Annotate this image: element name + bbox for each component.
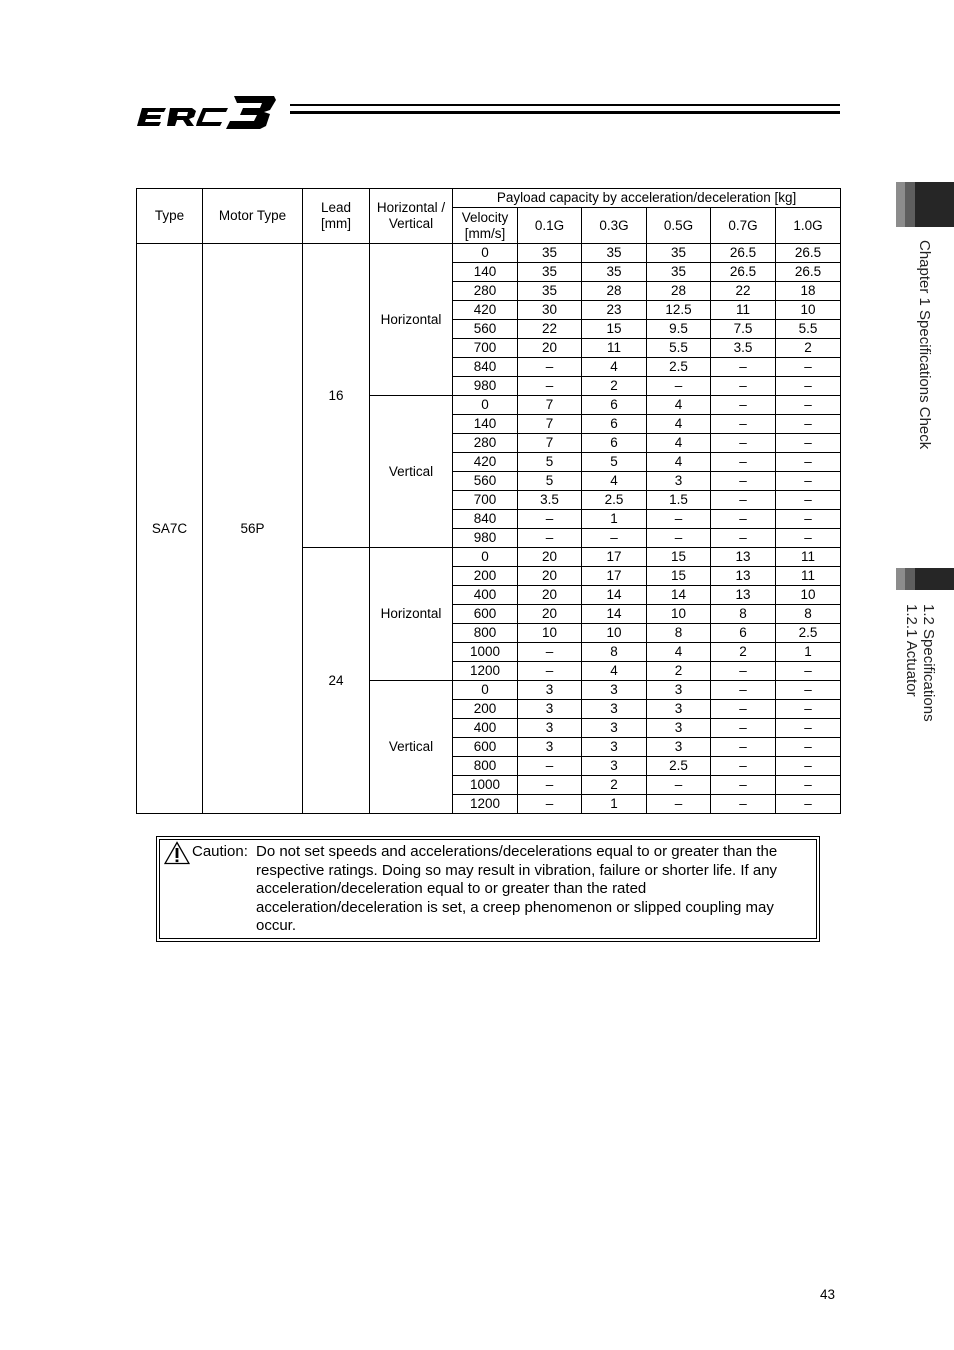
payload-cell: – <box>711 719 776 738</box>
payload-cell: 3 <box>582 700 647 719</box>
warning-triangle-icon <box>164 841 190 865</box>
payload-cell: 14 <box>647 586 711 605</box>
velocity-cell: 400 <box>453 719 518 738</box>
payload-cell: 8 <box>711 605 776 624</box>
velocity-cell: 700 <box>453 491 518 510</box>
payload-cell: 4 <box>582 358 647 377</box>
payload-cell: 5 <box>518 472 582 491</box>
payload-cell: 13 <box>711 567 776 586</box>
payload-cell: 35 <box>582 263 647 282</box>
payload-cell: – <box>518 510 582 529</box>
payload-cell: 6 <box>582 396 647 415</box>
payload-cell: – <box>776 491 841 510</box>
payload-cell: – <box>711 358 776 377</box>
header-rule-thick <box>290 111 840 114</box>
header-velocity: Velocity [mm/s] <box>453 208 518 244</box>
velocity-cell: 700 <box>453 339 518 358</box>
header-accel: 1.0G <box>776 208 841 244</box>
payload-cell: 3 <box>647 700 711 719</box>
payload-cell: – <box>518 757 582 776</box>
velocity-cell: 0 <box>453 681 518 700</box>
payload-cell: 22 <box>711 282 776 301</box>
payload-cell: – <box>776 529 841 548</box>
payload-cell: 30 <box>518 301 582 320</box>
payload-cell: – <box>711 510 776 529</box>
payload-cell: 26.5 <box>711 244 776 263</box>
lead-cell: 16 <box>303 244 370 548</box>
payload-cell: 3 <box>647 472 711 491</box>
payload-cell: 26.5 <box>711 263 776 282</box>
payload-cell: 20 <box>518 339 582 358</box>
payload-cell: 3 <box>582 719 647 738</box>
velocity-cell: 980 <box>453 529 518 548</box>
payload-cell: 28 <box>647 282 711 301</box>
payload-cell: 35 <box>518 282 582 301</box>
chapter-tab <box>896 182 954 227</box>
payload-cell: 26.5 <box>776 263 841 282</box>
payload-cell: 15 <box>647 548 711 567</box>
payload-cell: 22 <box>518 320 582 339</box>
payload-cell: 20 <box>518 567 582 586</box>
payload-cell: 2 <box>582 776 647 795</box>
payload-cell: – <box>711 415 776 434</box>
payload-cell: 4 <box>647 643 711 662</box>
payload-cell: 3 <box>647 738 711 757</box>
payload-cell: 18 <box>776 282 841 301</box>
payload-cell: 35 <box>647 244 711 263</box>
velocity-cell: 1200 <box>453 662 518 681</box>
velocity-cell: 280 <box>453 282 518 301</box>
payload-cell: – <box>776 472 841 491</box>
payload-cell: 2.5 <box>647 358 711 377</box>
payload-cell: – <box>776 377 841 396</box>
payload-cell: 6 <box>711 624 776 643</box>
payload-spec-table <box>136 188 841 814</box>
velocity-cell: 600 <box>453 605 518 624</box>
header-lead: Lead [mm] <box>303 189 370 244</box>
caution-label: Caution: <box>192 843 248 860</box>
payload-cell: 12.5 <box>647 301 711 320</box>
payload-cell: 15 <box>647 567 711 586</box>
caution-box <box>156 836 820 942</box>
payload-cell: 8 <box>647 624 711 643</box>
header-rule-thin <box>290 104 840 106</box>
payload-cell: 5.5 <box>776 320 841 339</box>
payload-cell: – <box>776 757 841 776</box>
velocity-cell: 0 <box>453 396 518 415</box>
payload-cell: – <box>776 415 841 434</box>
payload-cell: – <box>647 377 711 396</box>
payload-cell: 35 <box>518 263 582 282</box>
payload-cell: 7 <box>518 396 582 415</box>
payload-cell: – <box>518 529 582 548</box>
payload-cell: 20 <box>518 586 582 605</box>
payload-cell: 1 <box>582 510 647 529</box>
payload-cell: 2 <box>776 339 841 358</box>
payload-cell: – <box>647 795 711 814</box>
payload-cell: 11 <box>711 301 776 320</box>
header-orientation: Horizontal / Vertical <box>370 189 453 244</box>
payload-cell: 2.5 <box>582 491 647 510</box>
payload-cell: 20 <box>518 548 582 567</box>
payload-cell: 8 <box>582 643 647 662</box>
payload-cell: 7 <box>518 434 582 453</box>
section-title-vertical <box>903 604 937 722</box>
payload-cell: 1 <box>582 795 647 814</box>
payload-cell: 6 <box>582 434 647 453</box>
payload-cell: 10 <box>776 586 841 605</box>
payload-cell: – <box>711 491 776 510</box>
velocity-cell: 800 <box>453 757 518 776</box>
payload-cell: – <box>776 681 841 700</box>
payload-cell: 26.5 <box>776 244 841 263</box>
velocity-cell: 1000 <box>453 776 518 795</box>
payload-cell: 10 <box>518 624 582 643</box>
payload-cell: – <box>776 719 841 738</box>
payload-cell: – <box>776 358 841 377</box>
payload-cell: – <box>776 453 841 472</box>
payload-cell: – <box>711 757 776 776</box>
payload-cell: 35 <box>647 263 711 282</box>
caution-text: Do not set speeds and accelerations/decelerations equal to or greater than the respective ratings. Doing so may result in vibration, failure or shorter life. If any acceleration/deceleration equal to or greater than the rated acceleration/deceleration is set, a creep phenomenon or slipped coupling may occur. <box>256 843 778 934</box>
payload-cell: 5 <box>518 453 582 472</box>
velocity-cell: 0 <box>453 548 518 567</box>
payload-cell: – <box>711 396 776 415</box>
payload-cell: 10 <box>647 605 711 624</box>
payload-cell: – <box>776 434 841 453</box>
payload-cell: – <box>711 377 776 396</box>
payload-cell: – <box>647 510 711 529</box>
payload-cell: – <box>518 377 582 396</box>
velocity-cell: 1000 <box>453 643 518 662</box>
payload-cell: 13 <box>711 586 776 605</box>
payload-cell: – <box>776 700 841 719</box>
velocity-cell: 560 <box>453 320 518 339</box>
payload-cell: 35 <box>518 244 582 263</box>
motor-type-cell: 56P <box>203 244 303 814</box>
payload-cell: – <box>776 662 841 681</box>
velocity-cell: 840 <box>453 358 518 377</box>
header-type: Type <box>137 189 203 244</box>
section-title-line1: 1.2 Specifications <box>920 604 937 722</box>
payload-cell: – <box>647 776 711 795</box>
payload-cell: – <box>711 700 776 719</box>
payload-cell: 13 <box>711 548 776 567</box>
payload-cell: 2.5 <box>647 757 711 776</box>
payload-cell: – <box>776 396 841 415</box>
type-cell: SA7C <box>137 244 203 814</box>
payload-cell: – <box>518 795 582 814</box>
payload-cell: 7.5 <box>711 320 776 339</box>
payload-cell: – <box>711 472 776 491</box>
payload-cell: 11 <box>582 339 647 358</box>
header-accel: 0.5G <box>647 208 711 244</box>
payload-cell: – <box>711 776 776 795</box>
velocity-cell: 840 <box>453 510 518 529</box>
payload-cell: – <box>711 681 776 700</box>
velocity-cell: 1200 <box>453 795 518 814</box>
payload-cell: 9.5 <box>647 320 711 339</box>
header-accel: 0.7G <box>711 208 776 244</box>
payload-cell: 4 <box>647 396 711 415</box>
payload-cell: – <box>711 662 776 681</box>
payload-cell: 14 <box>582 605 647 624</box>
payload-cell: – <box>518 358 582 377</box>
payload-cell: 35 <box>582 244 647 263</box>
payload-cell: 1 <box>776 643 841 662</box>
payload-cell: 14 <box>582 586 647 605</box>
payload-cell: – <box>776 795 841 814</box>
velocity-cell: 800 <box>453 624 518 643</box>
payload-cell: – <box>711 453 776 472</box>
payload-cell: 23 <box>582 301 647 320</box>
payload-cell: 17 <box>582 567 647 586</box>
chapter-title-vertical: Chapter 1 Specifications Check <box>916 240 933 450</box>
orientation-cell: Horizontal <box>370 548 453 681</box>
payload-cell: 4 <box>582 662 647 681</box>
payload-cell: – <box>776 738 841 757</box>
payload-cell: 3 <box>518 719 582 738</box>
velocity-cell: 280 <box>453 434 518 453</box>
payload-cell: – <box>518 662 582 681</box>
payload-cell: 3 <box>647 719 711 738</box>
orientation-cell: Vertical <box>370 681 453 814</box>
payload-cell: 2 <box>711 643 776 662</box>
orientation-cell: Horizontal <box>370 244 453 396</box>
table-row <box>137 244 841 263</box>
payload-cell: 3 <box>518 700 582 719</box>
payload-cell: 8 <box>776 605 841 624</box>
payload-cell: 11 <box>776 567 841 586</box>
velocity-cell: 400 <box>453 586 518 605</box>
lead-cell: 24 <box>303 548 370 814</box>
payload-cell: 3 <box>518 681 582 700</box>
velocity-cell: 560 <box>453 472 518 491</box>
payload-cell: 10 <box>776 301 841 320</box>
payload-cell: – <box>776 776 841 795</box>
velocity-cell: 140 <box>453 263 518 282</box>
payload-cell: 3.5 <box>711 339 776 358</box>
payload-cell: 3 <box>518 738 582 757</box>
payload-cell: 1.5 <box>647 491 711 510</box>
velocity-cell: 200 <box>453 567 518 586</box>
payload-cell: 17 <box>582 548 647 567</box>
section-tab <box>896 568 954 590</box>
payload-cell: 15 <box>582 320 647 339</box>
payload-cell: 4 <box>647 453 711 472</box>
velocity-cell: 420 <box>453 301 518 320</box>
velocity-cell: 980 <box>453 377 518 396</box>
payload-cell: – <box>582 529 647 548</box>
payload-cell: 5.5 <box>647 339 711 358</box>
payload-cell: – <box>647 529 711 548</box>
orientation-cell: Vertical <box>370 396 453 548</box>
velocity-cell: 140 <box>453 415 518 434</box>
payload-cell: 3 <box>647 681 711 700</box>
velocity-cell: 0 <box>453 244 518 263</box>
payload-cell: 3 <box>582 757 647 776</box>
payload-cell: 6 <box>582 415 647 434</box>
payload-cell: 2 <box>582 377 647 396</box>
payload-cell: 4 <box>647 434 711 453</box>
velocity-cell: 600 <box>453 738 518 757</box>
payload-cell: – <box>711 795 776 814</box>
erc3-logo <box>136 94 278 130</box>
payload-cell: – <box>711 738 776 757</box>
payload-cell: – <box>711 434 776 453</box>
velocity-cell: 200 <box>453 700 518 719</box>
payload-cell: – <box>518 643 582 662</box>
payload-cell: – <box>776 510 841 529</box>
header-accel: 0.1G <box>518 208 582 244</box>
payload-cell: 7 <box>518 415 582 434</box>
payload-cell: 2.5 <box>776 624 841 643</box>
payload-cell: 3 <box>582 681 647 700</box>
header-motor-type: Motor Type <box>203 189 303 244</box>
payload-cell: – <box>711 529 776 548</box>
payload-cell: 20 <box>518 605 582 624</box>
payload-cell: 28 <box>582 282 647 301</box>
header-accel: 0.3G <box>582 208 647 244</box>
payload-cell: 11 <box>776 548 841 567</box>
payload-cell: 4 <box>582 472 647 491</box>
payload-cell: 4 <box>647 415 711 434</box>
payload-cell: 2 <box>647 662 711 681</box>
payload-cell: 5 <box>582 453 647 472</box>
velocity-cell: 420 <box>453 453 518 472</box>
payload-cell: 10 <box>582 624 647 643</box>
section-title-line2: 1.2.1 Actuator <box>903 604 920 697</box>
payload-cell: – <box>518 776 582 795</box>
payload-cell: 3.5 <box>518 491 582 510</box>
page-number: 43 <box>820 1287 836 1302</box>
payload-cell: 3 <box>582 738 647 757</box>
header-payload: Payload capacity by acceleration/deceleration [kg] <box>453 189 841 208</box>
